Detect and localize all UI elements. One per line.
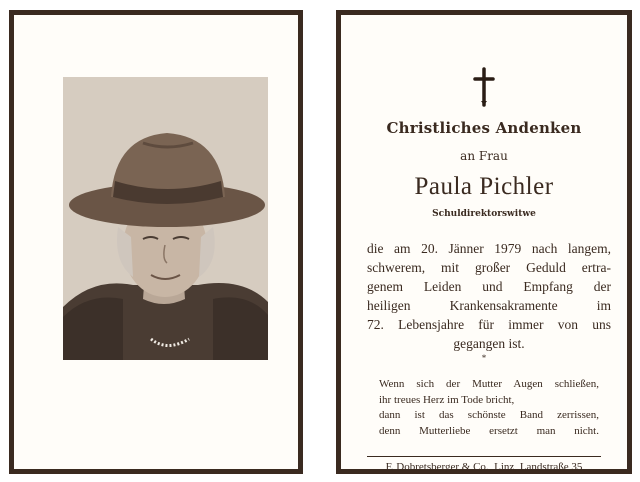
poem-line: ihr treues Herz im Tode bricht, bbox=[379, 393, 515, 406]
obituary-line: gegangen ist. bbox=[453, 336, 525, 351]
poem-line: Wenn sich der Mutter Augen schließen, bbox=[379, 378, 599, 390]
memorial-card-back bbox=[336, 10, 632, 474]
separator-star: * bbox=[481, 353, 487, 363]
obituary-line: heiligen Krankensakramente im bbox=[367, 298, 611, 313]
obituary-line: schwerem, mit großer Geduld ertra- bbox=[367, 260, 611, 275]
card-heading: Christliches Andenken bbox=[386, 119, 582, 137]
name-prefix: an Frau bbox=[460, 149, 508, 163]
cross-icon bbox=[472, 67, 496, 107]
obituary-line: 72. Lebensjahre für immer von uns bbox=[367, 317, 611, 332]
poem-line: denn Mutterliebe ersetzt man nicht. bbox=[379, 424, 599, 437]
deceased-name: Paula Pichler bbox=[414, 173, 554, 200]
memorial-card-front bbox=[9, 10, 303, 474]
deceased-occupation: Schuldirektorswitwe bbox=[432, 209, 536, 219]
printer-imprint: F. Dobretsberger & Co., Linz, Landstraße 35 bbox=[385, 461, 583, 473]
footer-divider bbox=[367, 456, 601, 457]
poem-line: dann ist das schönste Band zerrissen, bbox=[379, 409, 599, 421]
portrait-photo bbox=[63, 77, 268, 360]
memorial-poem bbox=[379, 377, 599, 439]
obituary-line: die am 20. Jänner 1979 nach langem, bbox=[367, 241, 611, 256]
obituary-text bbox=[367, 239, 611, 353]
obituary-line: genem Leiden und Empfang der bbox=[367, 279, 611, 294]
